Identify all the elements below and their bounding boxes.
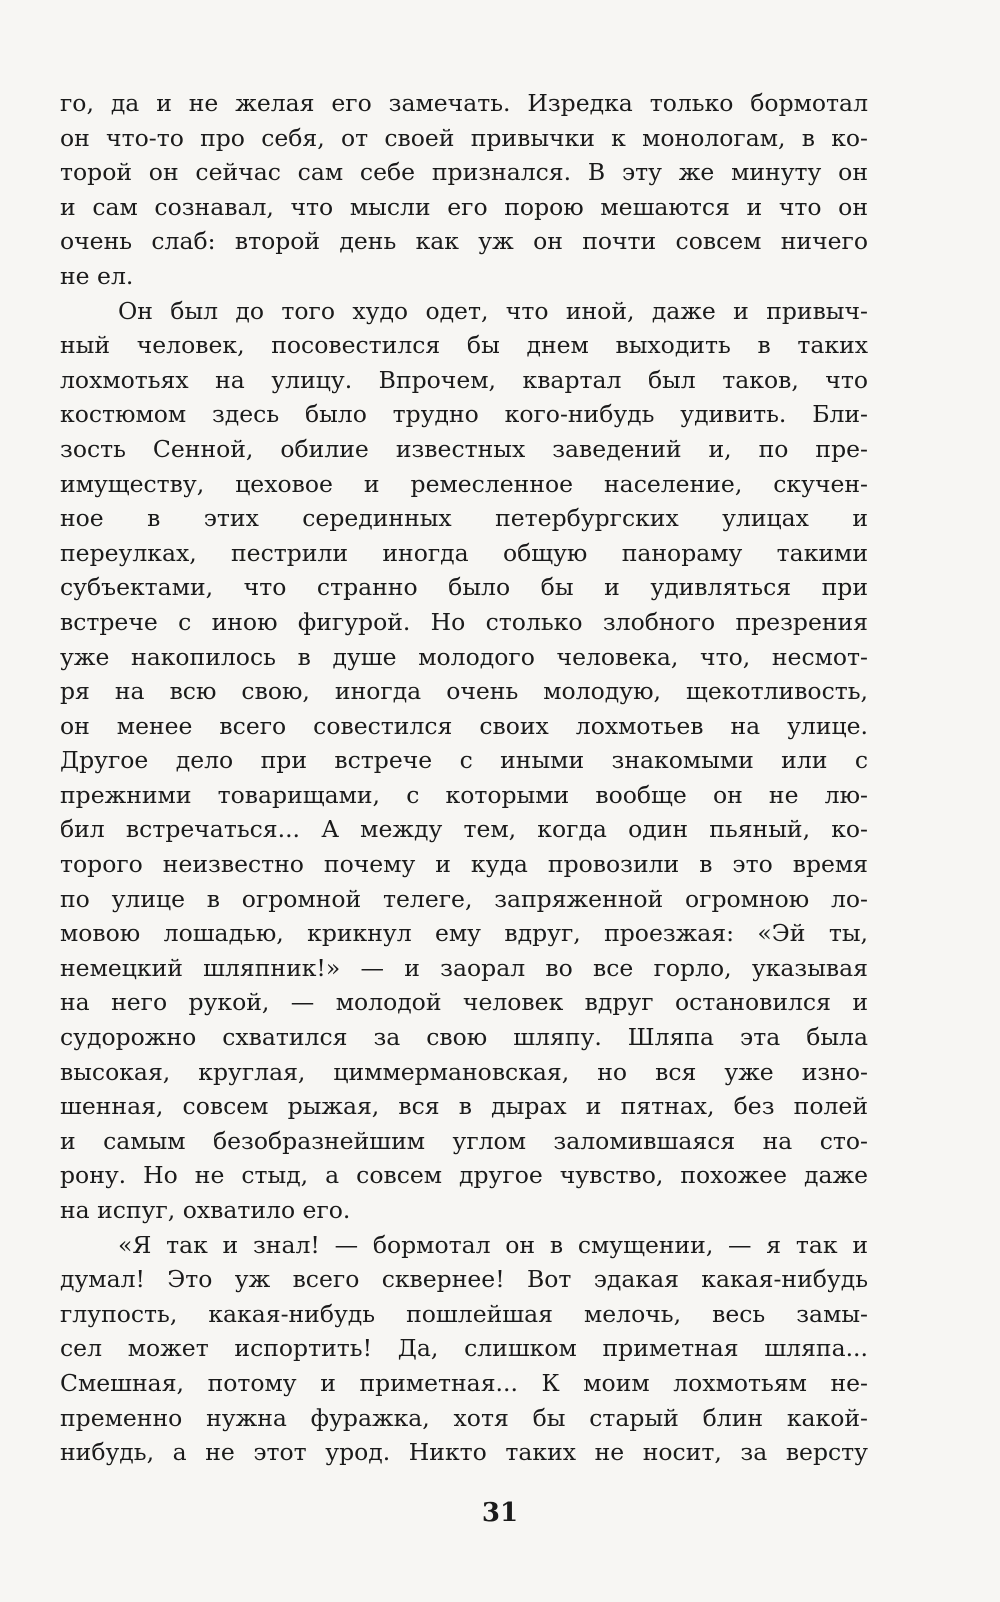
text-line: мовою лошадью, крикнул ему вдруг, проезжая: «Эй ты, [60, 919, 868, 948]
text-line: Он был до того худо одет, что иной, даже и привыч- [118, 296, 868, 325]
text-line: лохмотьях на улицу. Впрочем, квартал был таков, что [60, 365, 868, 394]
text-line: торой он сейчас сам себе признался. В эту же минуту он [60, 158, 868, 187]
text-line: не ел. [60, 261, 134, 290]
text-line: он что-то про себя, от своей привычки к монологам, в ко- [60, 123, 868, 152]
text-line: торого неизвестно почему и куда провозили в это время [60, 850, 868, 879]
page-body [60, 86, 868, 1470]
text-line: «Я так и знал! — бормотал он в смущении, — я так и [118, 1230, 868, 1259]
text-line: очень слаб: второй день как уж он почти совсем ничего [60, 227, 868, 256]
text-line: по улице в огромной телеге, запряженной огромною ло- [60, 884, 868, 913]
text-line: бил встречаться... А между тем, когда один пьяный, ко- [60, 815, 868, 844]
text-line: ря на всю свою, иногда очень молодую, щекотливость, [60, 677, 868, 706]
text-line: имуществу, цеховое и ремесленное население, скучен- [60, 469, 868, 498]
text-line: думал! Это уж всего сквернее! Вот эдакая какая-нибудь [60, 1265, 868, 1294]
text-line: Другое дело при встрече с иными знакомыми или с [60, 746, 868, 775]
text-line: го, да и не желая его замечать. Изредка только бормотал [60, 89, 868, 117]
text-line: переулках, пестрили иногда общую панораму такими [60, 538, 868, 567]
text-line: уже накопилось в душе молодого человека, что, несмот- [60, 642, 868, 671]
text-line: немецкий шляпник!» — и заорал во все горло, указывая [60, 953, 868, 982]
paragraph-1 [60, 86, 868, 294]
text-line: пременно нужна фуражка, хотя бы старый блин какой- [60, 1403, 868, 1432]
text-line: сел может испортить! Да, слишком приметная шляпа... [60, 1334, 868, 1363]
text-line: высокая, круглая, циммермановская, но вся уже изно- [60, 1057, 868, 1086]
text-line: костюмом здесь было трудно кого-нибудь удивить. Бли- [60, 400, 868, 429]
paragraph-3 [60, 1228, 868, 1470]
text-line: и сам сознавал, что мысли его порою мешаются и что он [60, 192, 868, 221]
text-line: на него рукой, — молодой человек вдруг остановился и [60, 988, 868, 1017]
paragraph-2 [60, 294, 868, 1228]
text-line: и самым безобразнейшим углом заломившаяся на сто- [60, 1126, 868, 1155]
text-line: прежними товарищами, с которыми вообще он не лю- [60, 780, 868, 809]
text-line: шенная, совсем рыжая, вся в дырах и пятнах, без полей [60, 1092, 868, 1121]
text-line: зость Сенной, обилие известных заведений и, по пре- [60, 434, 868, 463]
text-line: рону. Но не стыд, а совсем другое чувство, похожее даже [60, 1161, 868, 1190]
text-line: Смешная, потому и приметная... К моим лохмотьям не- [60, 1368, 868, 1397]
text-line: нибудь, а не этот урод. Никто таких не носит, за версту [60, 1438, 868, 1467]
text-line: он менее всего совестился своих лохмотьев на улице. [60, 711, 868, 740]
text-line: на испуг, охватило его. [60, 1196, 351, 1224]
page-number: 31 [481, 1498, 519, 1528]
text-line: глупость, какая-нибудь пошлейшая мелочь, весь замы- [60, 1299, 868, 1328]
text-line: судорожно схватился за свою шляпу. Шляпа эта была [60, 1023, 868, 1052]
text-line: встрече с иною фигурой. Но столько злобного презрения [60, 607, 868, 636]
text-line: ное в этих серединных петербургских улицах и [60, 504, 868, 533]
text-line: субъектами, что странно было бы и удивляться при [60, 573, 868, 602]
text-line: ный человек, посовестился бы днем выходить в таких [60, 331, 868, 360]
